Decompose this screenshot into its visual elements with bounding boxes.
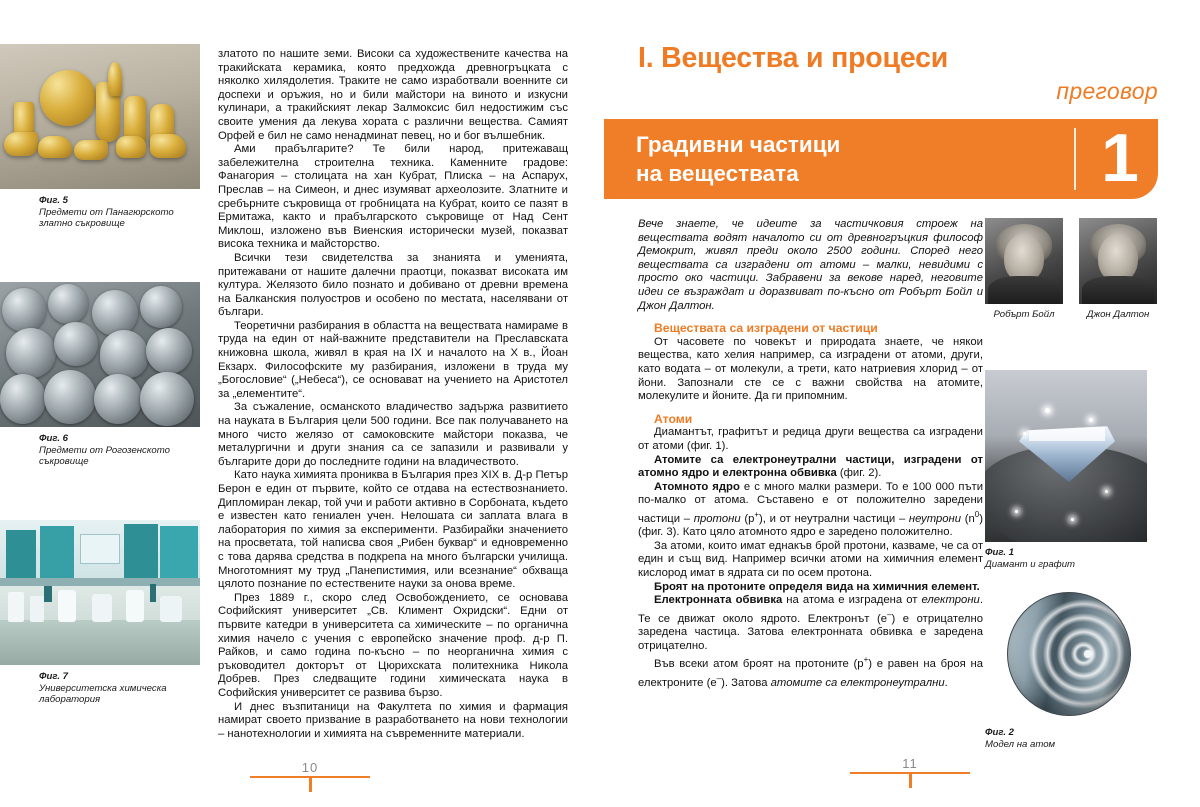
paragraph: Ами прабългарите? Те били народ, притежаващ забележителна строителна техника. Каменните градове: Фанагория – столицата на хан Кубрат, Плиска – на Аспарух, Преслав – на Симеон, и днес изумяват археолозите. Златните и сребърните съкровища от гробницата на Кубрат, които се пазят в Ермитажа, както и прабългарското съкровище от Над Сент Миклош, изложено във Виенския исторически музей, показват висока техника и майсторство. bbox=[218, 143, 568, 251]
paragraph bbox=[638, 581, 983, 595]
electron-shell bbox=[1007, 592, 1131, 716]
paragraph: За атоми, които имат еднакъв брой протони, казваме, че са от един и същ вид. Например всички атоми на химичния елемент кислород имат в ядрата си по осем протона. bbox=[638, 539, 983, 580]
superscript: + bbox=[754, 509, 760, 519]
paragraph: И днес възпитаници на Факултета по химия и фармация намират своето призвание в разработването на нови технологии – нанотехнологии и химията на съвременните материали. bbox=[218, 700, 568, 740]
paragraph: За съжаление, османското владичество задържа развитието на науката в България цели 500 години. Все пак получаването на много чисто желязо от самоковските майстори показва, че металургични и други знания са се запазили и развивали у българите дори до последните години на владичеството. bbox=[218, 401, 568, 468]
figure-7-caption bbox=[0, 671, 205, 706]
figure-2 bbox=[985, 590, 1147, 750]
lesson-title-line1: Градивни частици bbox=[636, 132, 841, 157]
text-run: (p bbox=[740, 512, 755, 525]
section-heading-atoms: Атоми bbox=[654, 411, 693, 426]
paragraph: Всички тези свидетелства за знанията и уменията, притежавани от нашите далечни праотци, показват високата им култура. Желязото било познато и добивано от древни времена на Балканския полуостров и особено по местата, населявани от българи. bbox=[218, 251, 568, 319]
text-run: ). Затова bbox=[721, 676, 771, 689]
figure-7-label: Фиг. 7 bbox=[39, 671, 69, 682]
superscript: + bbox=[863, 655, 869, 665]
paragraph: През 1889 г., скоро след Освобождението, се основава Софийският университет „Св. Климент Охридски“. Едни от първите катедри в университета са химическите – по органична химия начело с учения с европейско значение проф. д-р П. Райков, и само година по-късно – по неорганична химия с ръководител докторът от Цюрихската политехника Никола Добрев. През следващите години химическата наука в Софийския университет се развива бързо. bbox=[218, 591, 568, 699]
figure-2-caption bbox=[985, 727, 1147, 750]
figure-6-text: Предмети от Рогозенското съкровище bbox=[39, 444, 170, 468]
text-run: (n bbox=[961, 512, 975, 525]
paragraph: Теоретични разбирания в областта на веществата намираме в труда на един от най-важните представители на Преславската книжовна школа, живял в края на IX и началото на X в., Йоан Екзарх. Философските му разбирания, изложени в труда му „Богословие“ („Небеса“), се основават на учението на Аристотел за „елементите“. bbox=[218, 319, 568, 400]
text-run: Във всеки атом броят на протоните (p bbox=[654, 658, 864, 671]
superscript: 0 bbox=[974, 509, 980, 519]
part-title: I. Вещества и процеси bbox=[638, 42, 949, 74]
footer-tick bbox=[309, 778, 312, 792]
figure-1 bbox=[985, 370, 1147, 570]
superscript: – bbox=[887, 609, 892, 619]
intro-block bbox=[638, 218, 983, 313]
figure-5-caption bbox=[0, 195, 205, 230]
silver-treasure-photo bbox=[0, 282, 200, 427]
left-figure-rail bbox=[0, 0, 205, 807]
left-body-text bbox=[218, 48, 568, 741]
lesson-divider bbox=[1074, 128, 1076, 190]
page-number: 10 bbox=[301, 760, 319, 775]
lesson-number: 1 bbox=[1101, 120, 1139, 196]
text-run: . bbox=[944, 676, 948, 689]
left-page-footer bbox=[250, 760, 370, 792]
text-run: ) е отрицателно заредена частица. Затова електронната обвивка е заредена отрицателно. bbox=[638, 612, 983, 652]
portrait-john-dalton bbox=[1079, 218, 1157, 304]
paragraph: златото по нашите земи. Високи са художествените качества на тракийската керамика, която предхожда древногръцката с няколко хилядолетия. Траките не само изработвали военните си доспехи и оръжия, но и били майстори на виното и изкусни кулинари, а тракийският лекар Залмоксис бил недостижим със своите умения да лекува хората с различни вещества. Самият Орфей е бил не само ненадминат певец, но и бог вълшебник. bbox=[218, 48, 568, 142]
figure-6-caption bbox=[0, 433, 205, 468]
text-run: е с много малки размери. То е 100 000 пъти по-малко от атома. Съставено е от положително заредени частици – bbox=[638, 480, 984, 525]
right-body-text bbox=[638, 218, 983, 690]
bold-run: Атомите са електронеутрални частици, изградени от атомно ядро и електронна обвивка bbox=[638, 453, 983, 480]
right-page bbox=[600, 0, 1200, 807]
portrait-pair bbox=[985, 218, 1157, 320]
atom-model-illustration bbox=[985, 590, 1147, 722]
italic-run: атомите са електронеутрални bbox=[770, 676, 945, 689]
paragraph bbox=[638, 594, 983, 653]
page-number: 11 bbox=[902, 756, 918, 771]
figure-2-label: Фиг. 2 bbox=[985, 727, 1015, 738]
lesson-banner bbox=[604, 119, 1158, 199]
portrait-dalton-caption: Джон Далтон bbox=[1086, 309, 1150, 320]
paragraph: Диамантът, графитът и редица други вещества са изградени от атоми (фиг. 1). bbox=[638, 426, 983, 452]
lesson-title-line2: на веществата bbox=[636, 161, 799, 186]
portrait-boyle-block bbox=[985, 218, 1063, 320]
right-page-footer bbox=[850, 756, 970, 788]
paragraph bbox=[638, 454, 983, 481]
text-run: . Те се движат около ядрото. Електронът (e bbox=[638, 594, 983, 625]
figure-1-caption bbox=[985, 547, 1147, 570]
part-subtitle: преговор bbox=[1056, 78, 1158, 104]
figure-5 bbox=[0, 44, 205, 230]
figure-5-label: Фиг. 5 bbox=[39, 195, 69, 206]
paragraph bbox=[638, 481, 983, 540]
bold-run: Атомното ядро bbox=[654, 480, 740, 493]
text-run: ) е равен на броя на електроните (e bbox=[638, 658, 983, 689]
italic-run: протони bbox=[693, 512, 741, 525]
footer-tick bbox=[909, 774, 912, 788]
italic-run: неутрони bbox=[908, 512, 962, 525]
diamond-and-graphite-photo bbox=[985, 370, 1147, 542]
figure-7-text: Университетска химическа лаборатория bbox=[39, 682, 167, 706]
paragraph: От часовете по човекът и природата знаете, че някои вещества, като хелия например, са изградени от атоми, други, като водата – от молекули, а трети, като натриевия хлорид – от йони. Запознали сте се с важни свойства на атомите, молекулите и йоните. Да ги припомним. bbox=[638, 335, 983, 403]
bold-run: Броят на протоните определя вида на химичния елемент. bbox=[654, 580, 980, 593]
gold-treasure-photo bbox=[0, 44, 200, 189]
text-run: (фиг. 2). bbox=[836, 467, 882, 480]
atomic-nucleus bbox=[1084, 650, 1092, 658]
paragraph: Като наука химията прониква в България през XIX в. Д-р Петър Берон е един от първите, който се отдава на естествознанието. Дипломиран лекар, той учи и работи активно в Сорбоната, където е известен като гениален учен. Нелошата си заплата влага в лаборатория по химия за експерименти. Разбирайки значението на просветата, той написва своя „Рибен буквар“ и едновременно с това дарява средства в подкрепа на много български училища. Многотомният му труд „Панепистимия, или всезнание“ обхваща цялото познание по естествените науки за онова време. bbox=[218, 469, 568, 591]
lesson-title bbox=[636, 130, 1036, 188]
text-run: ) (фиг. 3). Като цяло атомното ядро е заредено положително. bbox=[638, 512, 984, 539]
text-run: на атома е изградена от bbox=[782, 594, 922, 607]
text-run: ), и от неутрални частици – bbox=[759, 512, 909, 525]
figure-7 bbox=[0, 520, 205, 706]
figure-6 bbox=[0, 282, 205, 468]
figure-1-label: Фиг. 1 bbox=[985, 547, 1015, 558]
figure-1-text: Диамант и графит bbox=[985, 558, 1076, 570]
portrait-boyle-caption: Робърт Бойл bbox=[993, 309, 1055, 320]
portrait-robert-boyle bbox=[985, 218, 1063, 304]
paragraph bbox=[638, 653, 983, 690]
bold-run: Електронната обвивка bbox=[654, 594, 783, 607]
figure-2-text: Модел на атом bbox=[985, 738, 1056, 750]
figure-5-text: Предмети от Панагюрското златно съкровище bbox=[39, 206, 174, 230]
figure-6-label: Фиг. 6 bbox=[39, 433, 69, 444]
intro-paragraph: Вече знаете, че идеите за частичковия строеж на веществата водят началото си от древногръцкия философ Демокрит, живял преди около 2500 години. Според него веществата са изградени от атоми – малки, невидими с просто око частици. Забравени за векове наред, неговите идеи се възраждат и доразвиват по-късно от Робърт Бойл и Джон Далтон. bbox=[638, 218, 983, 312]
italic-run: електрони bbox=[921, 594, 980, 607]
portrait-dalton-block bbox=[1079, 218, 1157, 320]
section-heading-substances: Веществата са изградени от частици bbox=[654, 321, 878, 336]
chemistry-laboratory-photo bbox=[0, 520, 200, 665]
superscript: – bbox=[716, 673, 722, 683]
